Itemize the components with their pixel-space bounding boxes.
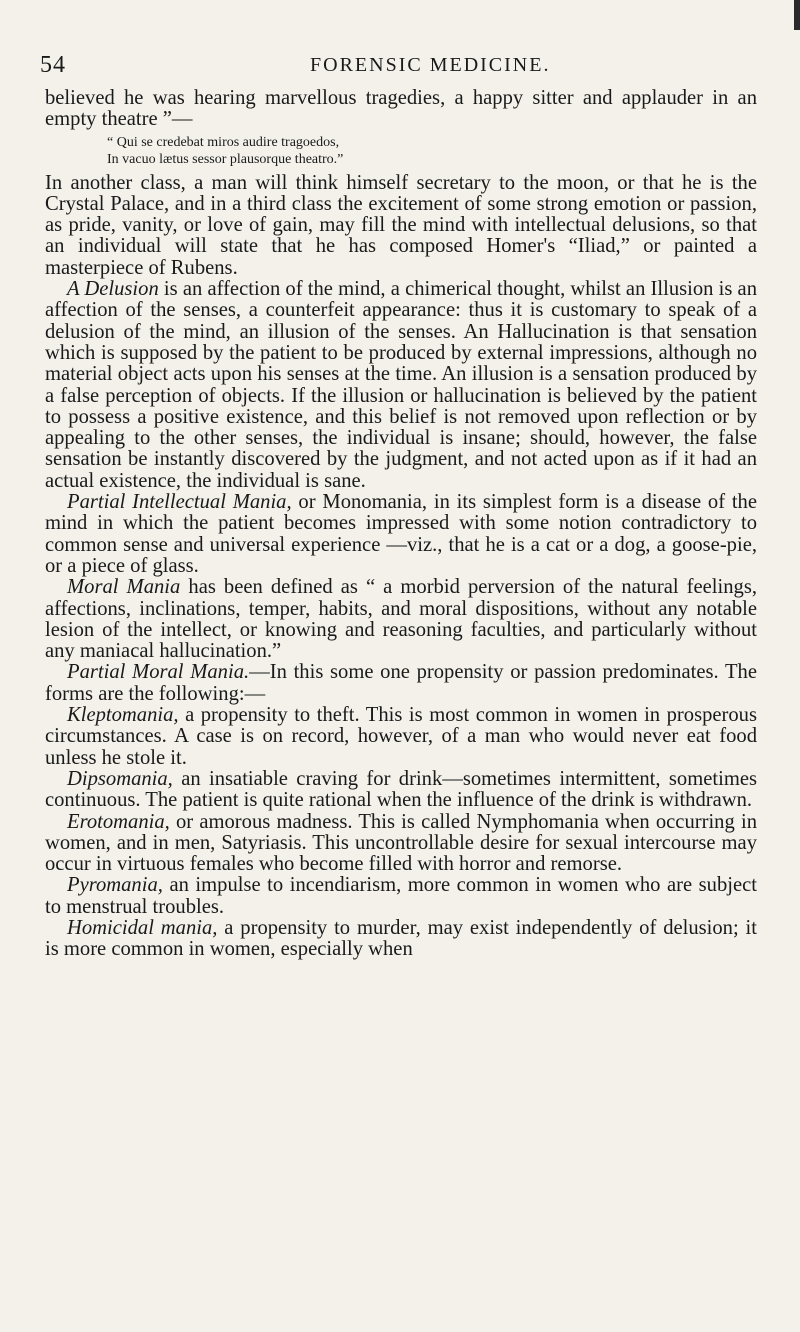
paragraph-text: a propensity to murder, may exist independently of delusion; it is more common in women, especially when xyxy=(45,916,757,961)
paragraph-dipsomania xyxy=(45,769,757,812)
term-lead: Erotomania, xyxy=(67,810,170,833)
paragraph-kleptomania xyxy=(45,705,757,769)
term-lead: Pyromania, xyxy=(67,874,163,897)
page-header xyxy=(40,52,760,82)
quote-line: In vacuo lætus sessor plausorque theatro.” xyxy=(107,151,344,167)
paragraph-text: or Monomania, in its simplest form is a disease of the mind in which the patient becomes impressed with some notion contradictory to common sense and universal experience —viz., that he is a cat or a dog, a goose-pie, or a piece of glass. xyxy=(45,491,757,577)
paragraph-text: is an affection of the mind, a chimerical thought, whilst an Illusion is an affection of the senses, a counterfeit appearance: thus it is customary to speak of a delusion of the mind, an illusion of the senses. An Hallucination is that sensation which is supposed by the patient to be produced by external impressions, although no material object acts upon his senses at the time. An illusion is a sensation produced by a false perception of objects. If the illusion or hallucination is believed by the patient to possess a positive existence, and this belief is not removed upon reflection or by appealing to the other senses, the individual is insane; should, however, the false sensation be instantly discovered by the judgment, and not acted upon as if it had an actual existence, the individual is sane. xyxy=(45,278,757,492)
paragraph-partial-moral-mania xyxy=(45,662,757,705)
quote-line: “ Qui se credebat miros audire tragoedos, xyxy=(107,134,340,150)
paragraph-delusion xyxy=(45,279,757,492)
paragraph-erotomania xyxy=(45,812,757,876)
paragraph-text: In another class, a man will think himself secretary to the moon, or that he is the Crystal Palace, and in a third class the excitement of some strong emotion or passion, as pride, vanity, or love of gain, may fill the mind with intellectual delusions, so that an individual will state that he has composed Homer's “Iliad,” or painted a masterpiece of Rubens. xyxy=(45,171,757,279)
paragraph-text: has been defined as “ a morbid perversion of the natural feelings, affections, inclinations, temper, habits, and moral dispositions, without any notable lesion of the intellect, or knowing and reasoning faculties, and particularly without any maniacal hallucination.” xyxy=(45,576,757,663)
paragraph-text: an impulse to incendiarism, more common in women who are subject to menstrual troubles. xyxy=(45,874,757,918)
paragraph-moral-mania xyxy=(45,577,757,662)
paragraph-text: or amorous madness. This is called Nymphomania when occurring in women, and in men, Satyriasis. This uncontrollable desire for sexual intercourse may occur in virtuous females who become filled with horror and remorse. xyxy=(45,810,757,876)
paragraph-partial-intellectual-mania xyxy=(45,492,757,577)
latin-quotation xyxy=(107,134,757,168)
term-lead: Partial Intellectual Mania, xyxy=(67,491,292,514)
paragraph-text: a propensity to theft. This is most common in women in prosperous circumstances. A case is on record, however, of a man who would never eat food unless he stole it. xyxy=(45,704,757,769)
term-lead: Kleptomania, xyxy=(67,704,179,727)
term-lead: Dipsomania, xyxy=(67,767,173,790)
paragraph-text: believed he was hearing marvellous tragedies, a happy sitter and applauder in an empty theatre ”— xyxy=(45,87,757,131)
paragraph-continuation xyxy=(45,88,757,131)
paragraph-homicidal-mania xyxy=(45,918,757,961)
scan-edge-mark xyxy=(794,0,800,30)
term-lead: Partial Moral Mania. xyxy=(67,661,250,684)
running-head: FORENSIC MEDICINE. xyxy=(310,54,551,76)
term-lead: Moral Mania xyxy=(67,576,181,599)
body-text xyxy=(45,88,757,961)
page-number: 54 xyxy=(40,52,66,78)
paragraph-text: an insatiable craving for drink—sometimes intermittent, sometimes continuous. The patient is quite rational when the influence of the drink is withdrawn. xyxy=(45,767,757,812)
term-lead: Homicidal mania, xyxy=(67,916,218,939)
paragraph-delusion-classes xyxy=(45,173,757,279)
paragraph-text: —In this some one propensity or passion predominates. The forms are the following:— xyxy=(45,661,757,705)
term-lead: A Delusion xyxy=(67,278,159,301)
paragraph-pyromania xyxy=(45,875,757,918)
